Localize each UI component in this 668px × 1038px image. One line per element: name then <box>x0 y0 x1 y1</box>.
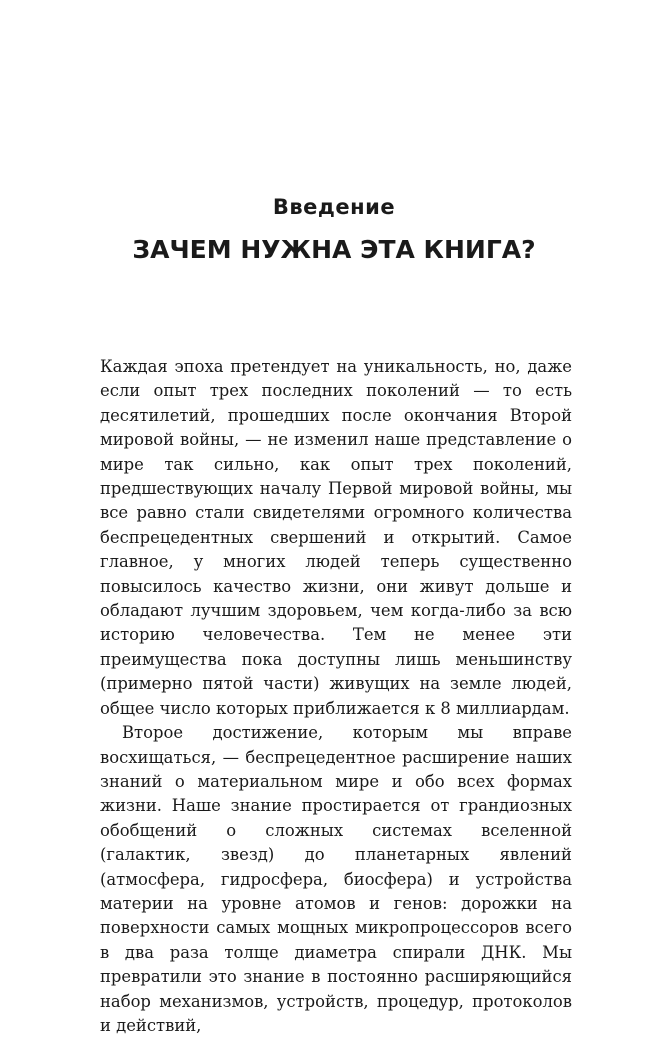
chapter-title: ЗАЧЕМ НУЖНА ЭТА КНИГА? <box>132 235 536 264</box>
chapter-label: Введение <box>272 195 396 219</box>
paragraph-1: Каждая эпоха претендует на уникальность, но, даже если опыт трех последних поколений — то есть десятилетий, прошедших после окончания Второй мировой войны, — не изменил наше представление о мире так сильно, как опыт трех поколений, предшествующих началу Первой мировой войны, мы все равно стали свидетелями огромного количества беспрецедентных свершений и открытий. Самое главное, у многих людей теперь существенно повысилось качество жизни, они живут дольше и обладают лучшим здоровьем, чем когда-либо за всю историю человечества. Тем не менее эти преимущества пока доступны лишь меньшинству (примерно пятой части) живущих на земле людей, общее число которых приближается к 8 миллиардам. <box>100 357 572 718</box>
body-text <box>100 355 572 1038</box>
paragraph-2: Второе достижение, которым мы вправе восхищаться, — беспрецедентное расширение наших знаний о материальном мире и обо всех формах жизни. Наше знание простирается от грандиозных обобщений о сложных системах вселенной (галактик, звезд) до планетарных явлений (атмосфера, гидросфера, биосфера) и устройства материи на уровне атомов и генов: дорожки на поверхности самых мощных микропроцессоров всего в два раза толще диаметра спирали ДНК. Мы превратили это знание в постоянно расширяющийся набор механизмов, устройств, процедур, протоколов и действий, <box>100 723 572 1035</box>
